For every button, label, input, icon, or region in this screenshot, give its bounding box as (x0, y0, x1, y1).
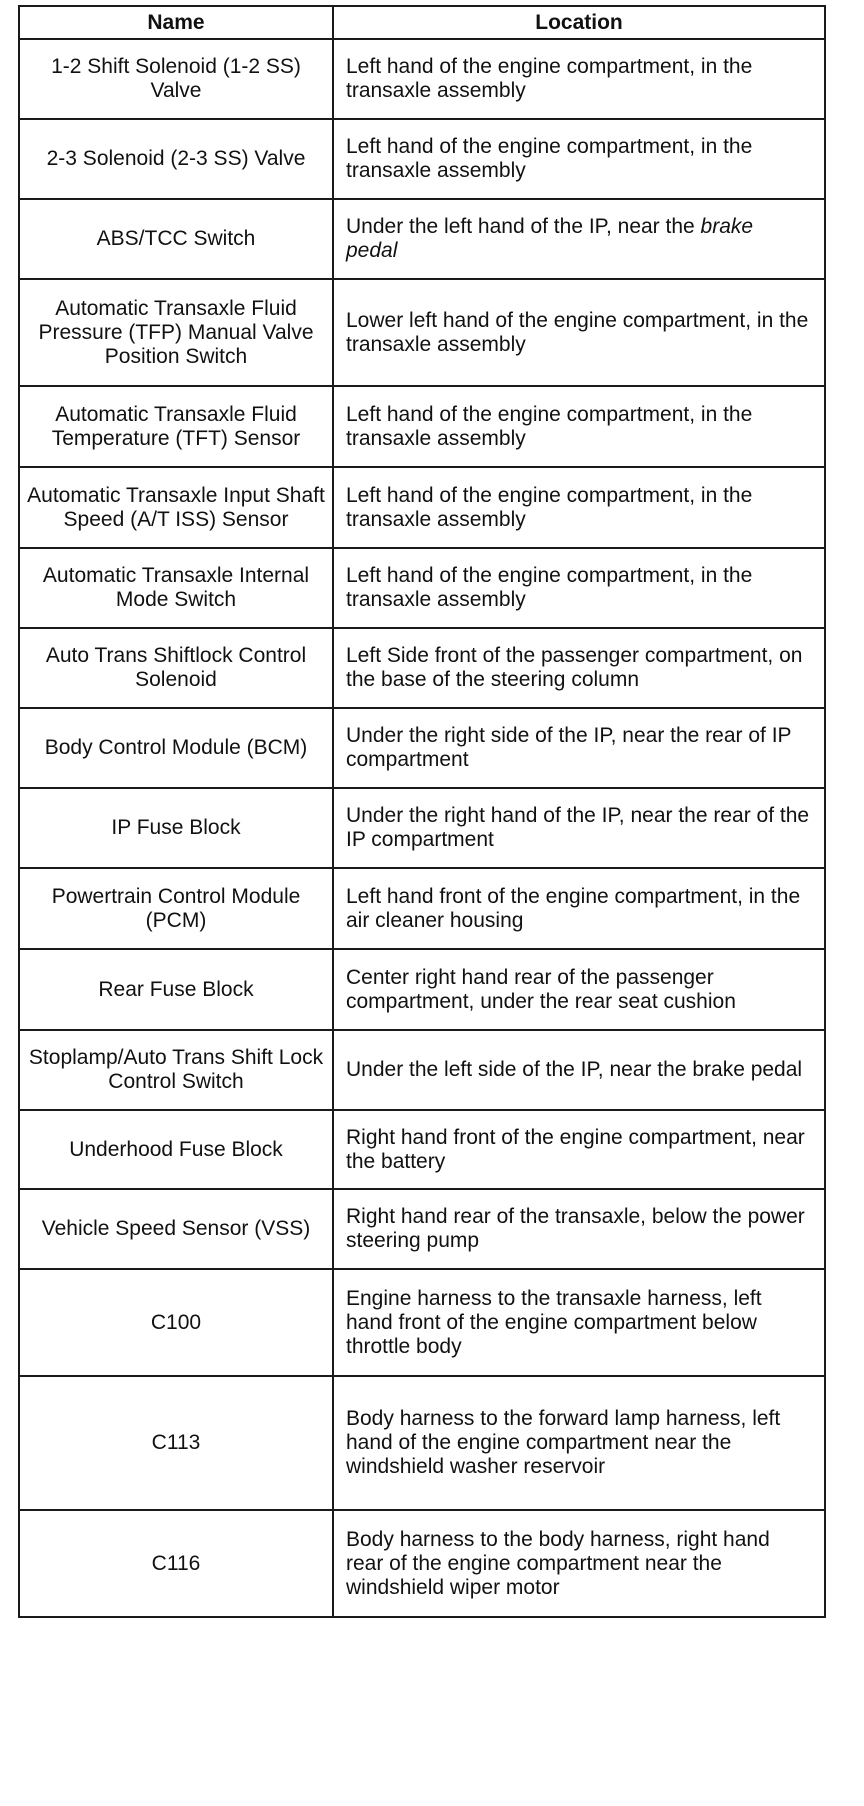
component-name: Auto Trans Shiftlock Control Solenoid (19, 628, 333, 708)
component-location: Under the left hand of the IP, near the (346, 215, 695, 238)
component-location: Left Side front of the passenger compartment, on the base of the steering column (333, 628, 825, 708)
component-name: ABS/TCC Switch (19, 199, 333, 279)
table-row (19, 1110, 825, 1189)
component-name: Stoplamp/Auto Trans Shift Lock Control Switch (19, 1030, 333, 1110)
location-emphasis: brake pedal (346, 215, 754, 262)
table-row (19, 119, 825, 199)
component-name: C113 (19, 1376, 333, 1510)
table-row (19, 1030, 825, 1110)
table-row (19, 1376, 825, 1510)
table-header-row (19, 6, 825, 39)
component-location: Left hand of the engine compartment, in the transaxle assembly (333, 386, 825, 467)
component-name: Automatic Transaxle Fluid Temperature (TFT) Sensor (19, 386, 333, 467)
component-name: Underhood Fuse Block (19, 1110, 333, 1189)
component-name: Powertrain Control Module (PCM) (19, 868, 333, 949)
component-name: Automatic Transaxle Input Shaft Speed (A/T ISS) Sensor (19, 467, 333, 548)
column-header-name: Name (19, 6, 333, 39)
table-row (19, 1510, 825, 1617)
component-location: Under the right hand of the IP, near the rear of the IP compartment (333, 788, 825, 868)
component-name: Automatic Transaxle Fluid Pressure (TFP) Manual Valve Position Switch (19, 279, 333, 386)
component-location-cell (333, 199, 825, 279)
component-name: Rear Fuse Block (19, 949, 333, 1030)
component-location: Engine harness to the transaxle harness, left hand front of the engine compartment below throttle body (333, 1269, 825, 1376)
component-location: Right hand rear of the transaxle, below the power steering pump (333, 1189, 825, 1269)
column-header-location: Location (333, 6, 825, 39)
document-page (18, 5, 824, 1618)
table-row (19, 868, 825, 949)
component-location: Under the right side of the IP, near the rear of IP compartment (333, 708, 825, 788)
component-name: C116 (19, 1510, 333, 1617)
component-name: IP Fuse Block (19, 788, 333, 868)
table-row (19, 708, 825, 788)
table-row (19, 467, 825, 548)
component-location: Right hand front of the engine compartment, near the battery (333, 1110, 825, 1189)
table-row (19, 279, 825, 386)
table-row (19, 199, 825, 279)
table-row (19, 628, 825, 708)
component-name: Automatic Transaxle Internal Mode Switch (19, 548, 333, 628)
component-location: Under the left side of the IP, near the brake pedal (333, 1030, 825, 1110)
component-location: Lower left hand of the engine compartment, in the transaxle assembly (333, 279, 825, 386)
component-location: Body harness to the body harness, right hand rear of the engine compartment near the windshield wiper motor (333, 1510, 825, 1617)
table-row (19, 39, 825, 119)
component-name: Body Control Module (BCM) (19, 708, 333, 788)
component-location: Left hand of the engine compartment, in the transaxle assembly (333, 548, 825, 628)
component-name: Vehicle Speed Sensor (VSS) (19, 1189, 333, 1269)
component-location-table (18, 5, 826, 1618)
component-location: Left hand of the engine compartment, in the transaxle assembly (333, 119, 825, 199)
component-name: C100 (19, 1269, 333, 1376)
component-location: Center right hand rear of the passenger compartment, under the rear seat cushion (333, 949, 825, 1030)
component-location: Body harness to the forward lamp harness, left hand of the engine compartment near the windshield washer reservoir (333, 1376, 825, 1510)
component-name: 2-3 Solenoid (2-3 SS) Valve (19, 119, 333, 199)
component-name: 1-2 Shift Solenoid (1-2 SS) Valve (19, 39, 333, 119)
table-row (19, 1189, 825, 1269)
table-row (19, 386, 825, 467)
table-row (19, 1269, 825, 1376)
component-location: Left hand front of the engine compartment, in the air cleaner housing (333, 868, 825, 949)
component-location: Left hand of the engine compartment, in the transaxle assembly (333, 39, 825, 119)
table-row (19, 949, 825, 1030)
table-row (19, 788, 825, 868)
table-row (19, 548, 825, 628)
component-location: Left hand of the engine compartment, in the transaxle assembly (333, 467, 825, 548)
